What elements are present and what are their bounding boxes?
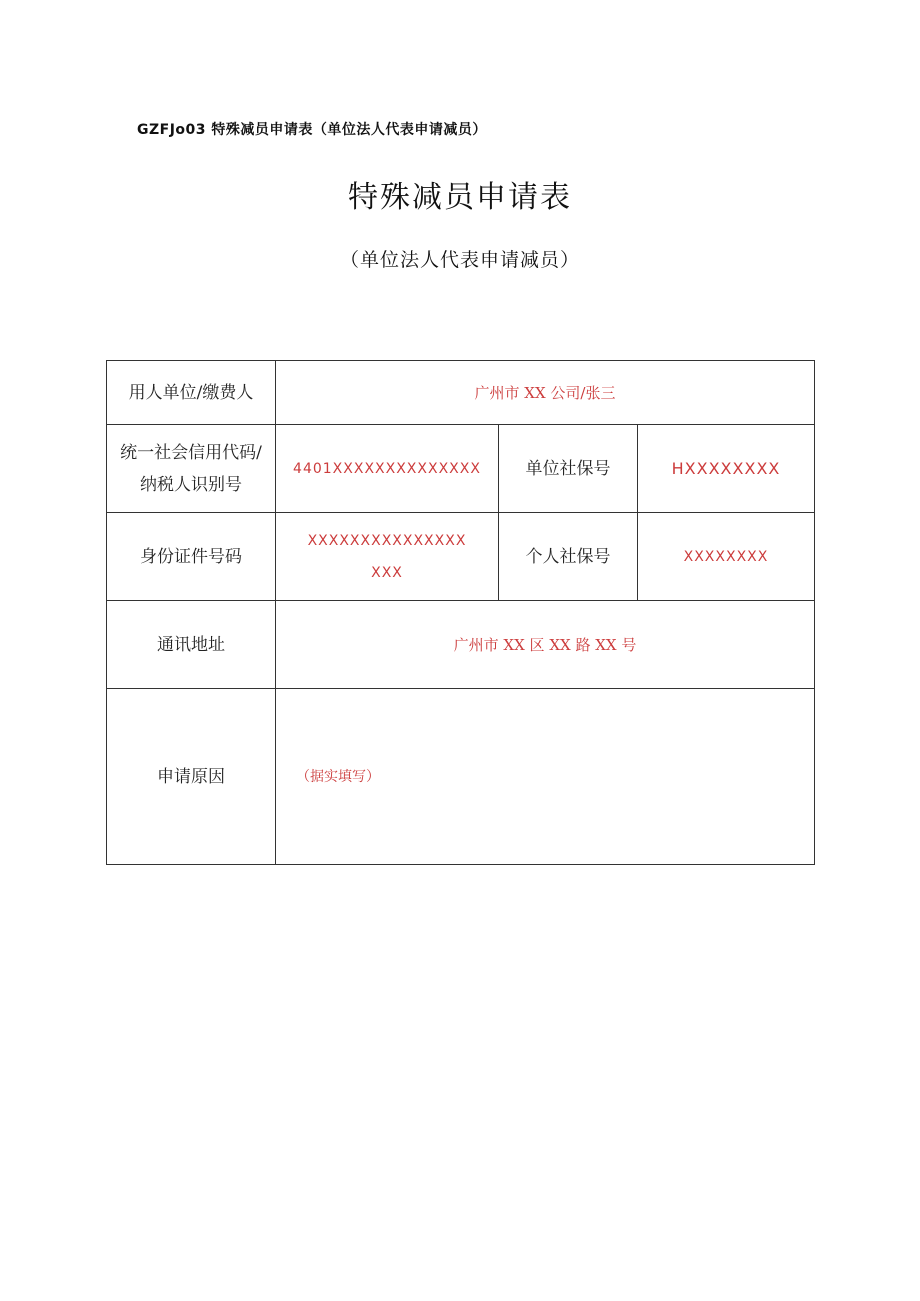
employer-label: 用人单位/缴费人: [107, 361, 276, 425]
unit-social-no-label: 单位社保号: [499, 425, 638, 513]
reason-field[interactable]: [276, 689, 815, 865]
document-code: GZFJo03 特殊减员申请表（单位法人代表申请减员）: [137, 122, 487, 138]
form-title: 特殊减员申请表: [348, 180, 572, 215]
row-employer: [107, 361, 815, 425]
unit-social-no-field[interactable]: HXXXXXXXX: [638, 425, 815, 513]
id-no-line1: XXXXXXXXXXXXXXX: [307, 532, 467, 549]
credit-code-label: [107, 425, 276, 513]
address-field[interactable]: 广州市 XX 区 XX 路 XX 号: [276, 601, 815, 689]
id-no-line2: XXX: [371, 564, 403, 581]
personal-social-no-label: 个人社保号: [499, 513, 638, 601]
application-form-table: [106, 360, 815, 865]
row-address: [107, 601, 815, 689]
address-label: 通讯地址: [107, 601, 276, 689]
personal-social-no-field[interactable]: XXXXXXXX: [638, 513, 815, 601]
reason-label: 申请原因: [107, 689, 276, 865]
id-no-field[interactable]: [276, 513, 499, 601]
reason-placeholder: （据实填写）: [296, 769, 380, 785]
row-reason: [107, 689, 815, 865]
row-credit-code: [107, 425, 815, 513]
form-subtitle: （单位法人代表申请减员）: [339, 249, 580, 271]
credit-code-label-line2: 纳税人识别号: [140, 474, 242, 495]
row-id-no: [107, 513, 815, 601]
credit-code-label-line1: 统一社会信用代码/: [120, 442, 262, 463]
credit-code-field[interactable]: 4401XXXXXXXXXXXXXX: [276, 425, 499, 513]
id-no-label: 身份证件号码: [107, 513, 276, 601]
employer-field[interactable]: 广州市 XX 公司/张三: [276, 361, 815, 425]
